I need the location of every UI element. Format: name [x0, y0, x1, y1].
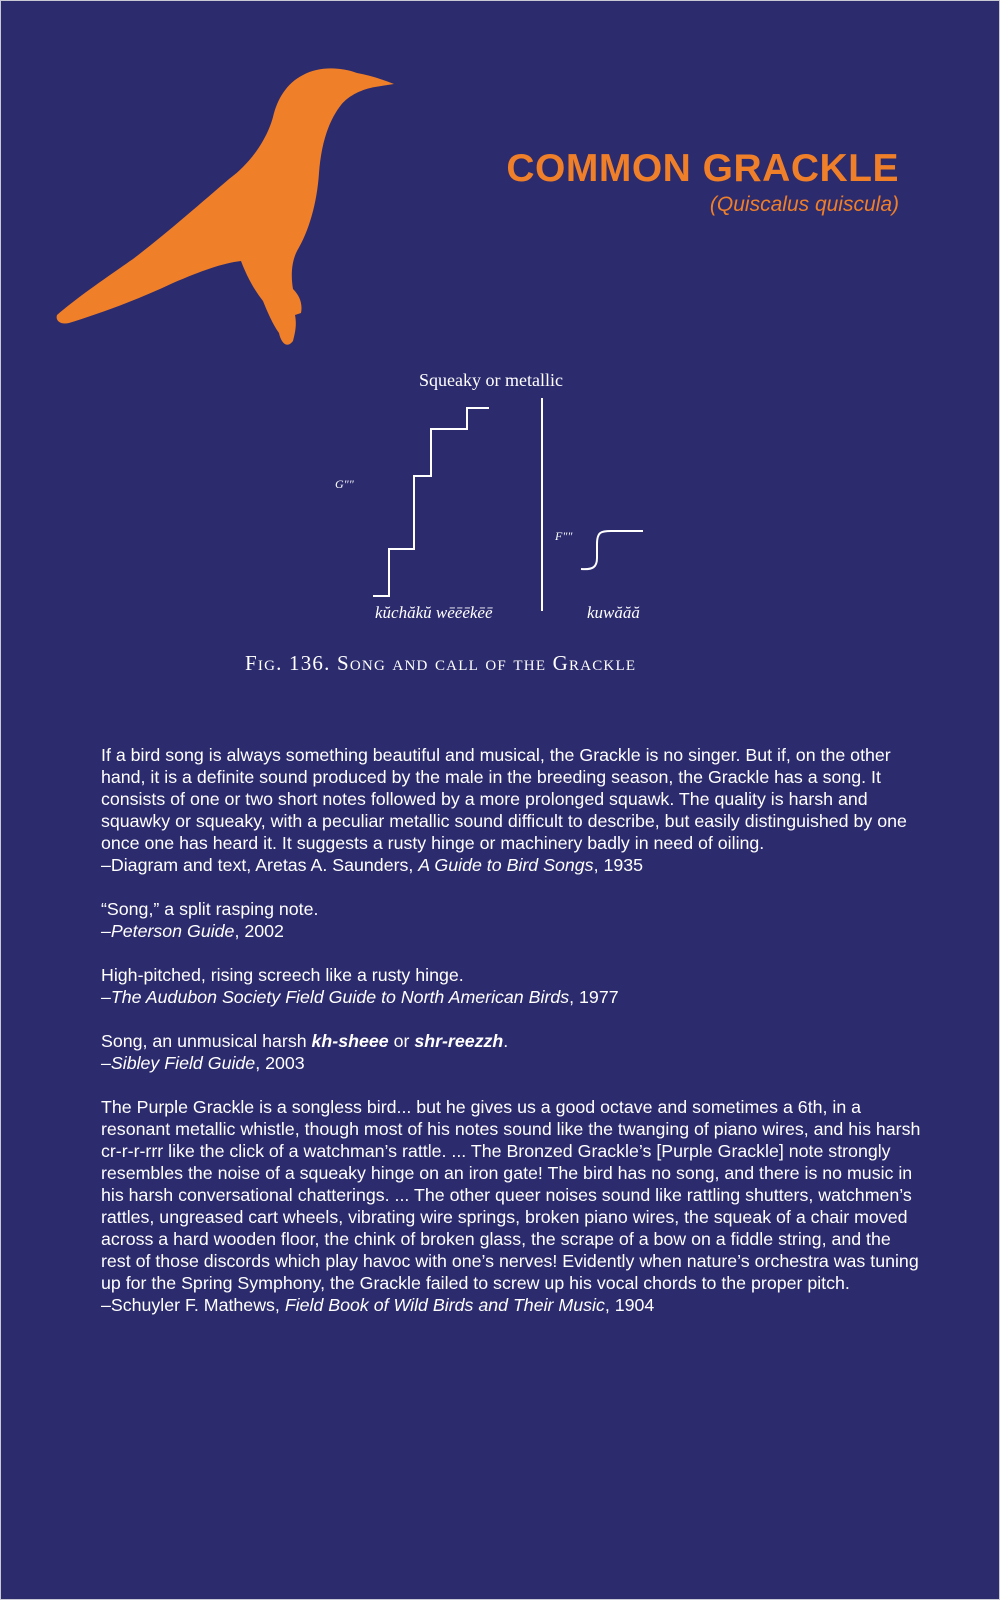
call-pitch-line	[581, 531, 643, 569]
song-diagram	[321, 366, 721, 644]
quote-text: The Purple Grackle is a songless bird... but he gives us a good octave and sometimes a 6th, in a resonant metallic whistle, though most of his notes sound like the twanging of piano wires, and his harsh cr-r-r-rrr like the click of a watchman’s rattle. ... The Bronzed Grackle’s [Purple Grackle] note strongly resembles the noise of a squeaky hinge on an iron gate! The bird has no song, and there is no music in his harsh conversational chatterings. ... The other queer noises sound like rattling shutters, watchmen’s rattles, ungreased cart wheels, vibrating wire springs, broken piano wires, the squeak of a chair moved across a hard wooden floor, the chink of broken glass, the scrape of a bow on a fiddle string, and the rest of those discords which play havoc with one’s nerves! Evidently when nature’s orchestra was tuning up for the Spring Symphony, the Grackle failed to screw up his vocal chords to the proper pitch.	[101, 1097, 921, 1293]
quote-text: If a bird song is always something beautiful and musical, the Grackle is no singer. But if, on the other hand, it is a definite sound produced by the male in the breeding season, the Grackle has a song. It consists of one or two short notes followed by a more prolonged squawk. The quality is harsh and squawky or squeaky, with a peculiar metallic sound difficult to describe, but easily distinguished by one once one has heard it. It suggests a rusty hinge or machinery badly in need of oiling.	[101, 745, 907, 853]
grackle-silhouette-icon	[51, 63, 411, 363]
quote-sibley	[101, 1030, 921, 1074]
source-title: –The Audubon Society Field Guide to North American Birds	[101, 987, 570, 1007]
song-pitch-line	[373, 408, 489, 596]
source-title: A Guide to Bird Songs	[418, 855, 594, 875]
source-title: –Peterson Guide	[101, 921, 235, 941]
source-title: –Sibley Field Guide	[101, 1053, 256, 1073]
quotes-block	[101, 744, 921, 1338]
call-syllables: kuwăăă	[587, 603, 640, 622]
quote-text: “Song,” a split rasping note.	[101, 899, 319, 919]
diagram-pitch-call: F""	[555, 529, 573, 543]
quote-source: –Peterson Guide, 2002	[101, 921, 284, 941]
call-emphasis: kh-sheee	[311, 1031, 389, 1051]
song-syllables: kŭchăkŭ wēēēkēē	[375, 603, 493, 622]
figure-caption: Fig. 136. Song and call of the Grackle	[245, 651, 637, 675]
quote-source: –The Audubon Society Field Guide to North American Birds, 1977	[101, 987, 619, 1007]
source-title: Field Book of Wild Birds and Their Music	[284, 1295, 605, 1315]
quote-peterson	[101, 898, 921, 942]
quote-saunders	[101, 744, 921, 876]
page-title: COMMON GRACKLE	[506, 147, 899, 190]
diagram-pitch-song: G""	[335, 477, 354, 491]
quote-source: –Diagram and text, Aretas A. Saunders, A Guide to Bird Songs, 1935	[101, 855, 643, 875]
diagram-top-label: Squeaky or metallic	[419, 370, 563, 390]
quote-audubon	[101, 964, 921, 1008]
quote-mathews	[101, 1096, 921, 1316]
call-emphasis: shr-reezzh	[414, 1031, 504, 1051]
quote-source: –Sibley Field Guide, 2003	[101, 1053, 305, 1073]
quote-text: High-pitched, rising screech like a rusty hinge.	[101, 965, 464, 985]
quote-source: –Schuyler F. Mathews, Field Book of Wild Birds and Their Music, 1904	[101, 1295, 655, 1315]
scientific-name: (Quiscalus quiscula)	[709, 193, 899, 216]
quote-text: Song, an unmusical harsh kh-sheee or shr-reezzh.	[101, 1031, 509, 1051]
